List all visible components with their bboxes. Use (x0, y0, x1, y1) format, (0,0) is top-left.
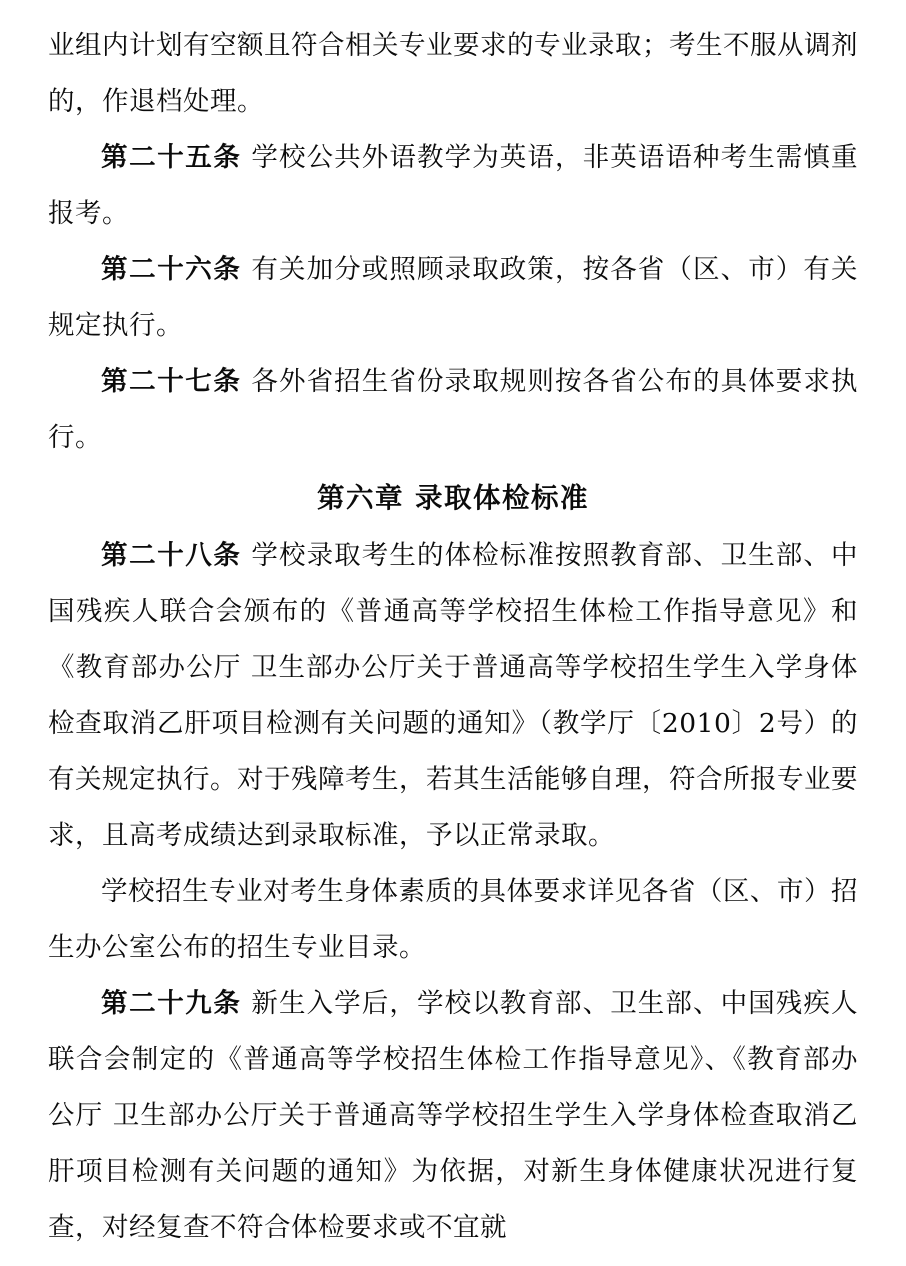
article-paragraph-26 (48, 242, 858, 354)
article-label-29: 第二十九条 (101, 988, 242, 1019)
article-label-25: 第二十五条 (101, 142, 242, 173)
article-text-26: 有关加分或照顾录取政策，按各省（区、市）有关规定执行。 (48, 254, 859, 341)
body-paragraph-major-catalog: 学校招生专业对考生身体素质的具体要求详见各省（区、市）招生办公室公布的招生专业目录。 (48, 876, 858, 963)
article-label-28: 第二十八条 (101, 540, 242, 571)
article-label-26: 第二十六条 (101, 254, 242, 285)
article-text-28: 学校录取考生的体检标准按照教育部、卫生部、中国残疾人联合会颁布的《普通高等学校招生体检工作指导意见》和《教育部办公厅 卫生部办公厅关于普通高等学校招生学生入学身体检查取消乙肝项目检测有关问题的通知》（教学厅〔2010〕2号）的有关规定执行。对于残障考生，若其生活能够自理，符合所报专业要求，且高考成绩达到录取标准，予以正常录取。 (48, 540, 859, 851)
article-text-27: 各外省招生省份录取规则按各省公布的具体要求执行。 (48, 366, 859, 453)
document-body (48, 18, 858, 1256)
article-paragraph-25 (48, 130, 858, 242)
paragraph-continuation: 业组内计划有空额且符合相关专业要求的专业录取；考生不服从调剂的，作退档处理。 (48, 30, 858, 117)
chapter-heading-six: 第六章 录取体检标准 (316, 482, 590, 514)
article-label-27: 第二十七条 (101, 366, 242, 397)
article-text-29: 新生入学后，学校以教育部、卫生部、中国残疾人联合会制定的《普通高等学校招生体检工作指导意见》、《教育部办公厅 卫生部办公厅关于普通高等学校招生学生入学身体检查取消乙肝项目检测有关问题的通知》为依据，对新生身体健康状况进行复查，对经复查不符合体检要求或不宜就 (48, 988, 859, 1243)
article-paragraph-28 (48, 528, 858, 864)
article-paragraph-27 (48, 354, 858, 466)
article-text-25: 学校公共外语教学为英语，非英语语种考生需慎重报考。 (48, 142, 859, 229)
article-paragraph-29 (48, 976, 858, 1256)
